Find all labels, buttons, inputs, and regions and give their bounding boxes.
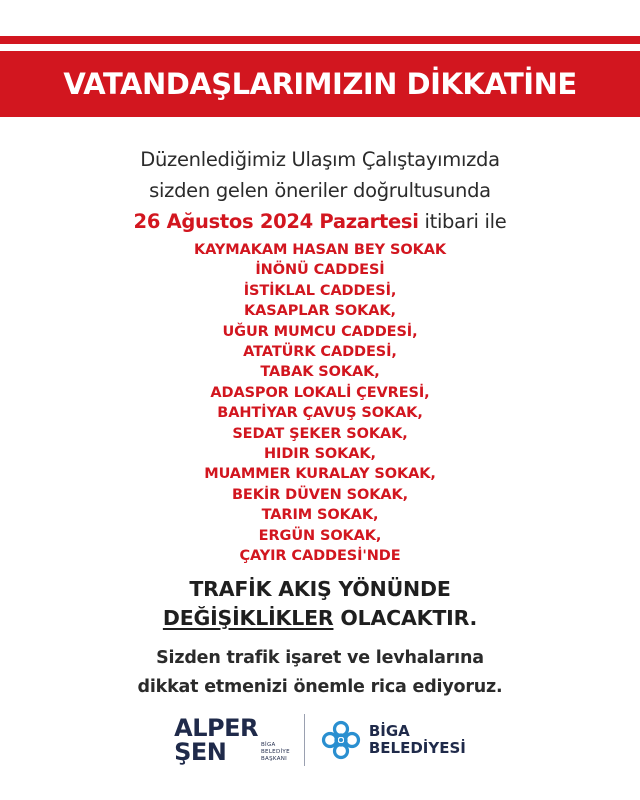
municipality-logo (319, 718, 466, 762)
change-notice (0, 575, 640, 633)
street-item: İSTİKLAL CADDESİ, (243, 282, 397, 299)
request-line-2: dikkat etmenizi önemle rica ediyoruz. (137, 677, 503, 697)
intro-line-2: sizden gelen öneriler doğrultusunda (149, 179, 491, 202)
street-item: KAYMAKAM HASAN BEY SOKAK (194, 242, 446, 258)
street-item: ÇAYIR CADDESİ'NDE (239, 548, 401, 565)
top-red-stripe (0, 36, 640, 44)
street-item: SEDAT ŞEKER SOKAK, (232, 425, 408, 442)
intro-text (0, 144, 640, 237)
mayor-title-line-3: BAŞKANI (260, 756, 288, 762)
street-item: KASAPLAR SOKAK, (244, 303, 396, 320)
notice-underlined-word: DEĞİŞİKLİKLER (162, 606, 334, 630)
notice-line-2 (0, 604, 640, 633)
mayor-first-name: ALPER (174, 714, 258, 742)
mayor-logo (174, 714, 290, 766)
biga-municipality-emblem-icon (319, 718, 363, 762)
street-item: TARIM SOKAK, (261, 507, 379, 524)
effective-date: 26 Ağustos 2024 Pazartesi (133, 210, 419, 233)
page-title: VATANDAŞLARIMIZIN DİKKATİNE (63, 67, 577, 101)
logo-divider (304, 714, 305, 766)
intro-line-1: Düzenlediğimiz Ulaşım Çalıştayımızda (140, 148, 500, 171)
municipality-name-line-2: BELEDİYESİ (368, 739, 466, 757)
mayor-title-line-1: BİGA (260, 742, 276, 748)
street-item: ADASPOR LOKALİ ÇEVRESİ, (210, 384, 430, 401)
mayor-title (261, 714, 290, 766)
mayor-last-name: ŞEN (174, 738, 227, 766)
footer-logos (0, 710, 640, 770)
notice-line-1: TRAFİK AKIŞ YÖNÜNDE (189, 577, 451, 601)
notice-line-2-rest: OLACAKTIR. (333, 606, 478, 630)
street-item: ATATÜRK CADDESİ, (243, 344, 397, 361)
intro-line-3 (0, 206, 640, 237)
date-suffix: itibari ile (418, 210, 507, 233)
street-item: TABAK SOKAK, (260, 364, 380, 381)
street-item: MUAMMER KURALAY SOKAK, (204, 466, 436, 483)
street-item: HIDIR SOKAK, (264, 446, 376, 463)
street-item: ERGÜN SOKAK, (258, 527, 382, 544)
street-item: UĞUR MUMCU CADDESİ, (222, 323, 418, 340)
mayor-title-line-2: BELEDİYE (260, 749, 290, 755)
municipality-name-line-1: BİGA (368, 722, 410, 740)
header-banner (0, 51, 640, 117)
street-item: İNÖNÜ CADDESİ (255, 262, 385, 279)
street-item: BAHTİYAR ÇAVUŞ SOKAK, (217, 405, 423, 422)
request-line-1: Sizden trafik işaret ve levhalarına (156, 648, 484, 668)
street-item: BEKİR DÜVEN SOKAK, (231, 486, 409, 503)
request-text (0, 644, 640, 702)
street-list (0, 240, 640, 567)
